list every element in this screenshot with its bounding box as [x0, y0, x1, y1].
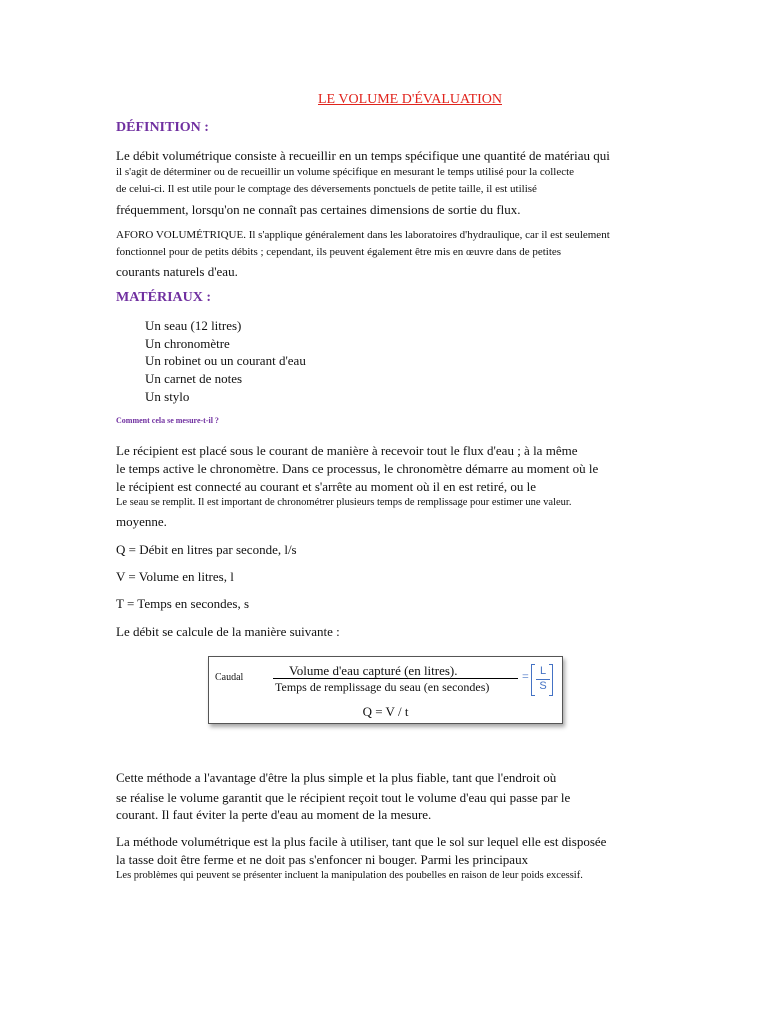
method-line-2: la tasse doit être ferme et ne doit pas s'enfoncer ni bouger. Parmi les principaux — [116, 852, 529, 867]
formula-q: Q = V / t — [362, 704, 409, 719]
definition-line-2: il s'agit de déterminer ou de recueillir un volume spécifique en mesurant le temps utilisé pour la collecte — [116, 166, 575, 178]
materials-item: Un chronomètre — [145, 336, 230, 351]
procedure-line-3: le récipient est connecté au courant et s'arrête au moment où il en est retiré, ou le — [116, 479, 536, 494]
conclusion-line-3: courant. Il faut éviter la perte d'eau au moment de la mesure. — [116, 807, 432, 822]
definition-q: Q = Débit en litres par seconde, l/s — [116, 542, 297, 557]
method-line-3: Les problèmes qui peuvent se présenter incluent la manipulation des poubelles en raison de leur poids excessif. — [116, 870, 583, 881]
aforo-line-2: fonctionnel pour de petits débits ; cependant, ils peuvent également être mis en œuvre dans de petites — [116, 246, 562, 258]
unit-bracket — [531, 664, 553, 694]
left-bracket — [531, 664, 535, 696]
method-line-1: La méthode volumétrique est la plus facile à utiliser, tant que le sol sur lequel elle est disposée — [116, 834, 607, 849]
aforo-line-3: courants naturels d'eau. — [116, 264, 238, 279]
formula-numerator: Volume d'eau capturé (en litres). — [289, 663, 458, 678]
procedure-line-2: le temps active le chronomètre. Dans ce processus, le chronomètre démarre au moment où le — [116, 461, 599, 476]
calc-intro: Le débit se calcule de la manière suivante : — [116, 624, 340, 639]
formula-denominator: Temps de remplissage du seau (en secondes) — [275, 680, 490, 694]
definition-line-3: de celui-ci. Il est utile pour le comptage des déversements ponctuels de petite taille, il est utilisé — [116, 183, 537, 195]
right-bracket — [549, 664, 553, 696]
conclusion-line-2: se réalise le volume garantit que le récipient reçoit tout le volume d'eau qui passe par le — [116, 790, 571, 805]
materials-heading: MATÉRIAUX : — [116, 290, 212, 305]
procedure-line-1: Le récipient est placé sous le courant de manière à recevoir tout le flux d'eau ; à la même — [116, 443, 578, 458]
aforo-line-1: AFORO VOLUMÉTRIQUE. Il s'applique généralement dans les laboratoires d'hydraulique, car il est seulement — [116, 229, 610, 241]
materials-item: Un seau (12 litres) — [145, 318, 242, 333]
definition-heading: DÉFINITION : — [116, 120, 209, 135]
definition-t: T = Temps en secondes, s — [116, 596, 250, 611]
formula-label: Caudal — [215, 672, 244, 683]
definition-line-4: fréquemment, lorsqu'on ne connaît pas certaines dimensions de sortie du flux. — [116, 202, 521, 217]
fraction-bar — [273, 678, 518, 679]
materials-item: Un carnet de notes — [145, 371, 243, 386]
formula-equals: = — [522, 669, 529, 683]
definition-line-1: Le débit volumétrique consiste à recueillir en un temps spécifique une quantité de matériau qui — [116, 148, 610, 163]
page-title: LE VOLUME D'ÉVALUATION — [318, 92, 502, 107]
materials-item: Un robinet ou un courant d'eau — [145, 353, 306, 368]
unit-top: L — [539, 665, 547, 677]
materials-item: Un stylo — [145, 389, 190, 404]
formula-box — [208, 656, 563, 724]
measure-question: Comment cela se mesure-t-il ? — [116, 416, 219, 425]
procedure-line-4: Le seau se remplit. Il est important de chronométrer plusieurs temps de remplissage pour estimer une valeur. — [116, 497, 572, 508]
procedure-line-5: moyenne. — [116, 514, 167, 529]
conclusion-line-1: Cette méthode a l'avantage d'être la plus simple et la plus fiable, tant que l'endroit où — [116, 770, 557, 785]
unit-bottom: S — [539, 680, 547, 692]
definition-v: V = Volume en litres, l — [116, 569, 234, 584]
